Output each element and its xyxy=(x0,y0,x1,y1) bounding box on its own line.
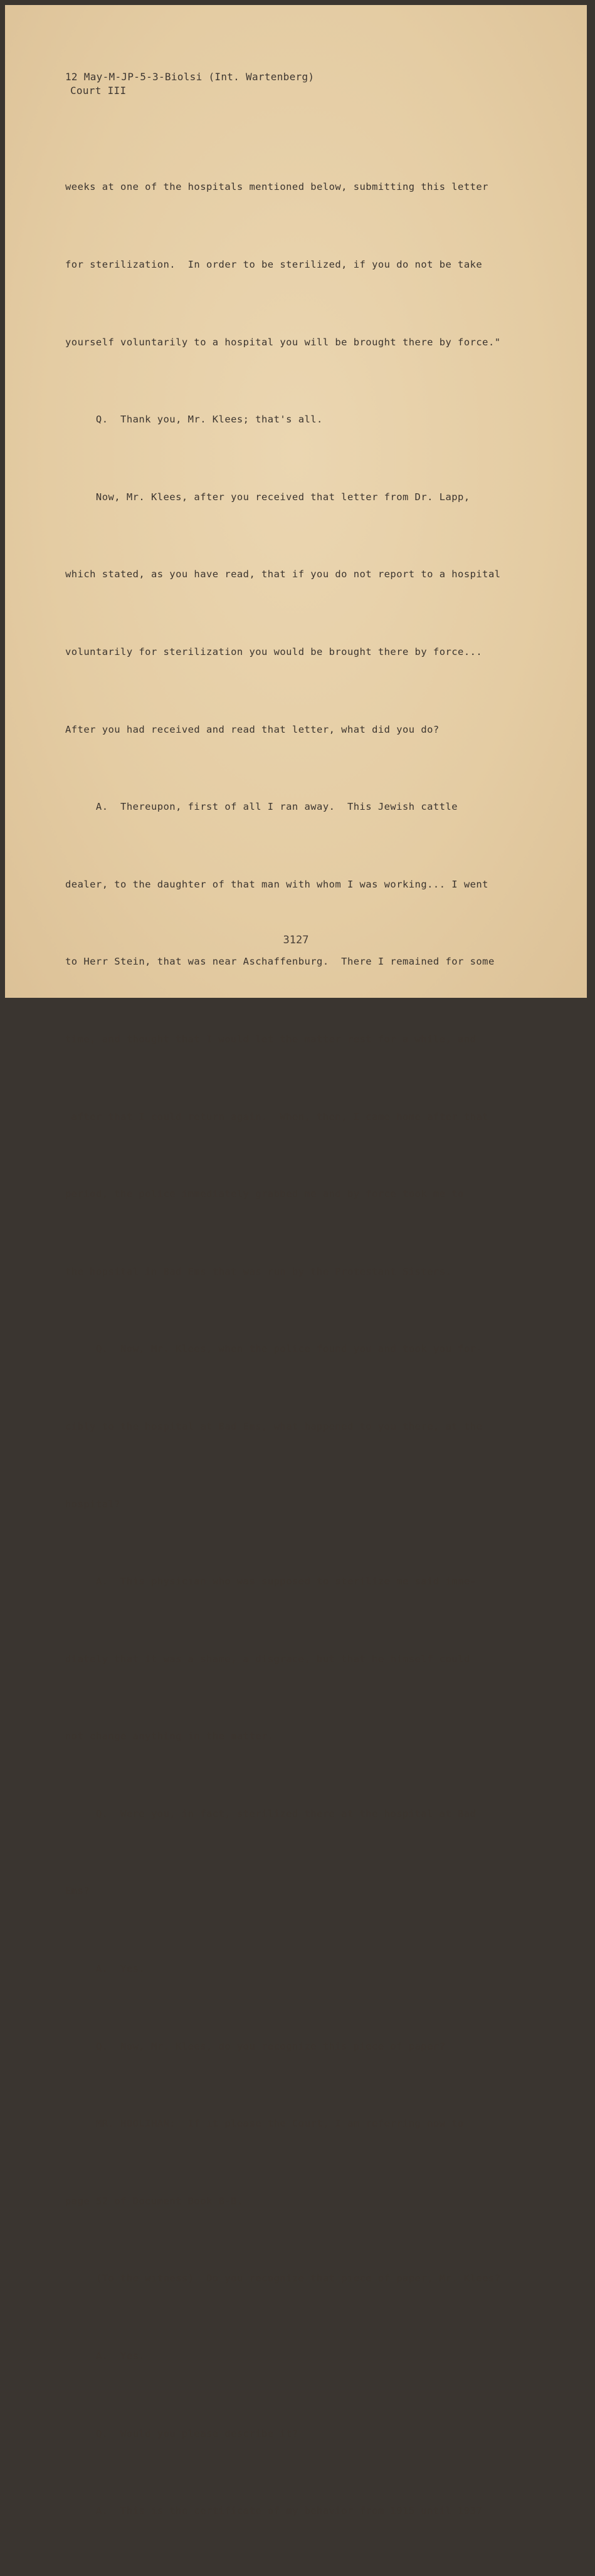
transcript-line: hospital? xyxy=(65,1498,121,1510)
transcript-line: A. Yes. xyxy=(65,2350,145,2362)
transcript-line: Q. Were you, in fact, sterilized there at the hospital at Bad xyxy=(65,1808,477,1819)
page-number: 3127 xyxy=(283,934,309,946)
transcript-line: Q. Now, Mr. Klees, when the police found you and took you for- xyxy=(65,1343,483,1355)
transcript-line: voluntarily for sterilization you would be brought there by force... xyxy=(65,646,483,657)
transcript-line: to Herr Stein, that was near Aschaffenburg. There I remained for some xyxy=(65,956,495,968)
transcript-line: cibly to the hospital at Bad Ems, what happened to you there, at the xyxy=(65,1420,483,1432)
transcript-line: A. Thereupon, first of all I ran away. This Jewish cattle xyxy=(65,801,458,813)
transcript-line: Q. Thank you, Mr. Klees; that's all. xyxy=(65,414,323,426)
transcript-line: the hopsital in Bad Ems that was run by the Protestant Sisters. xyxy=(65,1265,452,1277)
transcript-line: after that I could return again. When, then, I came home after that xyxy=(65,1111,488,1123)
transcript-line: A. Yes. xyxy=(65,1963,145,1975)
transcript-line: A. This physician who was supposed to sterilize me said imme- xyxy=(65,1576,477,1588)
header-court-line: Court III xyxy=(70,85,127,97)
transcript-line: yourself voluntarily to a hospital you will be brought there by force." xyxy=(65,336,501,348)
transcript-body xyxy=(65,123,529,2576)
transcript-line: Q. Would you please describe it? xyxy=(65,2427,298,2439)
transcript-line: (To the witness) Do you recognize that piece of paper, Mr. Klees? xyxy=(65,2273,501,2285)
document-page xyxy=(5,5,587,2517)
header-case-line: 12 May-M-JP-5-3-Biolsi (Int. Wartenberg) xyxy=(65,71,315,83)
transcript-line: weeks at one of the hospitals mentioned below, submitting this letter xyxy=(65,181,488,193)
document-header xyxy=(65,70,314,98)
transcript-line: which stated, as you have read, that if you do not report to a hospital xyxy=(65,568,501,580)
transcript-line: period, the police immediately grabbed me and by force took me to xyxy=(65,1188,464,1200)
transcript-line: Q. Now, Mr. Klees, do you recognize this piece of paper? xyxy=(65,2040,446,2052)
transcript-line: not change anything in the matter. xyxy=(65,1730,274,1742)
transcript-line: for sterilization. In order to be sterilized, if you do not be take xyxy=(65,259,483,270)
transcript-line: dealer, to the daughter of that man with whom I was working... I went xyxy=(65,878,488,890)
transcript-line: Ems? xyxy=(65,1885,90,1897)
transcript-line: MR. HOOLIHAN: If it please the Court, I am referring now to xyxy=(65,2118,464,2130)
transcript-line: Now, Mr. Klees, after you received that letter from Dr. Lapp, xyxy=(65,491,470,503)
transcript-line: time, and thought that I would let the matter rest for a while, and xyxy=(65,1033,477,1045)
transcript-line: A. This is the certificate of my behavior from 1915 until 1937 xyxy=(65,2505,483,2517)
transcript-line: diately that it was a shame, a disgrace, but that he himself could xyxy=(65,1653,470,1665)
transcript-line: After you had received and read that letter, what did you do? xyxy=(65,723,440,735)
transcript-line: page 52 of Document Book 8-B. xyxy=(65,2195,243,2207)
